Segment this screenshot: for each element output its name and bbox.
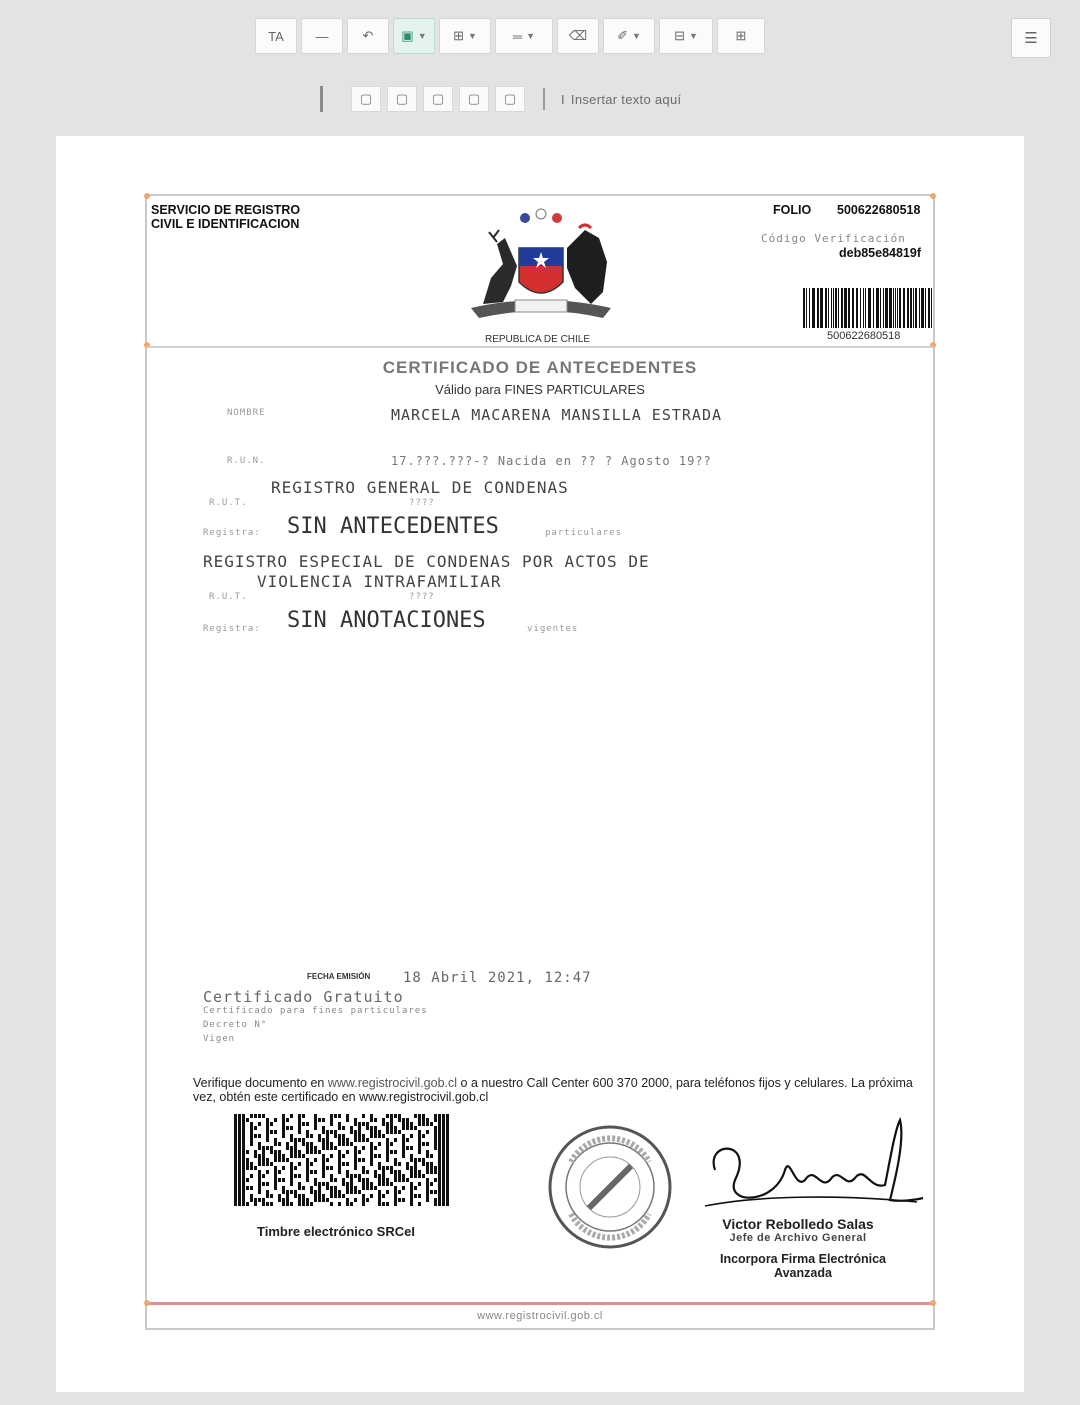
text-cursor-icon: I bbox=[561, 91, 565, 107]
free-certificate-note: Certificado para fines particulares bbox=[203, 1006, 428, 1016]
chevron-down-icon: ▼ bbox=[526, 31, 536, 41]
minus-icon: — bbox=[315, 28, 329, 44]
chevron-down-icon: ▼ bbox=[688, 31, 698, 41]
shape-tool-button[interactable] bbox=[439, 18, 491, 54]
chevron-down-icon: ▼ bbox=[417, 31, 427, 41]
draw-icon: ↶ bbox=[362, 28, 374, 43]
barcode-number: 500622680518 bbox=[827, 330, 901, 342]
square-icon: ▢ bbox=[467, 91, 481, 106]
minus-tool-button[interactable] bbox=[301, 18, 343, 54]
electronic-stamp-label: Timbre electrónico SRCeI bbox=[257, 1224, 415, 1239]
registry-general-rut-value: ???? bbox=[409, 498, 435, 508]
draw-tool-button[interactable] bbox=[347, 18, 389, 54]
run-label: R.U.N. bbox=[227, 456, 266, 466]
registry-general-rut-label: R.U.T. bbox=[209, 498, 248, 508]
registry-vif-rut-value: ???? bbox=[409, 592, 435, 602]
registry-vif-result: SIN ANOTACIONES bbox=[287, 608, 486, 633]
validity-note: Vigen bbox=[203, 1034, 236, 1044]
footer-url: www.registrocivil.gob.cl bbox=[477, 1310, 603, 1322]
divider bbox=[543, 88, 545, 110]
coat-of-arms-image bbox=[463, 208, 619, 326]
electronic-stamp-code-image bbox=[234, 1114, 452, 1206]
verification-code-label: Código Verificación bbox=[761, 232, 906, 245]
eraser-icon: ⌫ bbox=[568, 28, 588, 43]
certificate bbox=[145, 194, 935, 1330]
option-button-3[interactable] bbox=[423, 86, 453, 112]
highlight-icon: ▣ bbox=[401, 28, 414, 43]
square-icon: ▢ bbox=[431, 91, 445, 106]
official-seal-image bbox=[541, 1122, 679, 1252]
republica-label: REPUBLICA DE CHILE bbox=[485, 334, 591, 345]
signature-note-line: Incorpora Firma Electrónica bbox=[719, 1252, 887, 1266]
signature-image bbox=[695, 1110, 925, 1220]
registry-general-suffix: particulares bbox=[545, 528, 623, 538]
issue-date-label: FECHA EMISIÓN bbox=[307, 972, 371, 981]
square-icon: ▢ bbox=[503, 91, 517, 106]
corner-mark bbox=[930, 1300, 936, 1306]
barcode-image bbox=[803, 288, 935, 328]
chevron-down-icon: ▼ bbox=[631, 31, 641, 41]
footer-divider bbox=[147, 1302, 933, 1305]
insert-text-field[interactable]: Insertar texto aquí bbox=[570, 91, 682, 107]
eraser-tool-button[interactable] bbox=[557, 18, 599, 54]
line-tool-button[interactable] bbox=[495, 18, 553, 54]
corner-mark bbox=[144, 193, 150, 199]
certificate-subtitle: Válido para FINES PARTICULARES bbox=[435, 382, 645, 397]
shape-icon: ⊞ bbox=[453, 28, 464, 43]
text-tool-button[interactable] bbox=[255, 18, 297, 54]
folio-label: FOLIO bbox=[773, 203, 812, 217]
verification-code: deb85e84819f bbox=[839, 246, 922, 260]
issue-date-value: 18 Abril 2021, 12:47 bbox=[403, 970, 592, 986]
stamp-icon: ⊟ bbox=[674, 28, 685, 43]
signature-note-line: Avanzada bbox=[774, 1266, 832, 1280]
text-options-toolbar bbox=[320, 86, 681, 112]
registry-vif-title-line1: REGISTRO ESPECIAL DE CONDENAS POR ACTOS DE bbox=[203, 552, 650, 571]
option-button-5[interactable] bbox=[495, 86, 525, 112]
document-page bbox=[56, 136, 1024, 1392]
name-value: MARCELA MACARENA MANSILLA ESTRADA bbox=[391, 406, 723, 424]
header-divider bbox=[147, 346, 933, 348]
option-button-2[interactable] bbox=[387, 86, 417, 112]
registry-vif-title-line2: VIOLENCIA INTRAFAMILIAR bbox=[257, 572, 502, 591]
signer-role: Jefe de Archivo General bbox=[729, 1232, 867, 1244]
option-button-4[interactable] bbox=[459, 86, 489, 112]
verify-text: o a nuestro Call Center 600 370 2000, para teléfonos fijos y celulares. La próxima vez, obtén este certificado en www.registrocivil.gob.cl bbox=[193, 1076, 913, 1104]
decree-note: Decreto N° bbox=[203, 1020, 268, 1030]
panel-icon: ☰ bbox=[1024, 30, 1038, 47]
issuer-line: CIVIL E IDENTIFICACION bbox=[151, 217, 300, 231]
certificate-title: CERTIFICADO DE ANTECEDENTES bbox=[382, 358, 698, 377]
registry-vif-rut-label: R.U.T. bbox=[209, 592, 248, 602]
registry-general-prefix: Registra: bbox=[203, 528, 261, 538]
pen-icon: ✐ bbox=[617, 28, 628, 43]
pen-tool-button[interactable] bbox=[603, 18, 655, 54]
registro-civil-link[interactable]: www.registrocivil.gob.cl bbox=[327, 1076, 458, 1090]
name-label: NOMBRE bbox=[227, 408, 266, 418]
registry-general-title: REGISTRO GENERAL DE CONDENAS bbox=[271, 478, 569, 497]
signer-name: Victor Rebolledo Salas bbox=[722, 1216, 874, 1232]
registry-vif-suffix: vigentes bbox=[527, 624, 579, 634]
chevron-down-icon: ▼ bbox=[467, 31, 477, 41]
registry-vif-prefix: Registra: bbox=[203, 624, 261, 634]
line-icon: ═ bbox=[512, 28, 523, 44]
folio-number: 500622680518 bbox=[837, 203, 921, 217]
corner-mark bbox=[144, 1300, 150, 1306]
option-button-1[interactable] bbox=[351, 86, 381, 112]
free-certificate-label: Certificado Gratuito bbox=[203, 988, 404, 1006]
registry-general-result: SIN ANTECEDENTES bbox=[287, 514, 499, 539]
issuer-name bbox=[151, 203, 300, 231]
verification-text bbox=[193, 1076, 913, 1104]
grid-tool-button[interactable] bbox=[717, 18, 765, 54]
grid-icon: ⊞ bbox=[735, 28, 747, 43]
annotation-toolbar bbox=[255, 18, 765, 54]
verify-text: Verifique documento en bbox=[193, 1076, 328, 1090]
divider bbox=[320, 86, 323, 112]
stamp-tool-button[interactable] bbox=[659, 18, 713, 54]
issuer-line: SERVICIO DE REGISTRO bbox=[151, 203, 301, 217]
birth-line: 17.???.???-? Nacida en ?? ? Agosto 19?? bbox=[391, 454, 712, 468]
text-icon: TA bbox=[268, 28, 284, 44]
highlight-tool-button[interactable] bbox=[393, 18, 435, 54]
electronic-signature-note bbox=[693, 1252, 913, 1280]
side-panel-button[interactable] bbox=[1011, 18, 1051, 58]
square-icon: ▢ bbox=[359, 91, 373, 106]
square-icon: ▢ bbox=[395, 91, 409, 106]
corner-mark bbox=[930, 193, 936, 199]
